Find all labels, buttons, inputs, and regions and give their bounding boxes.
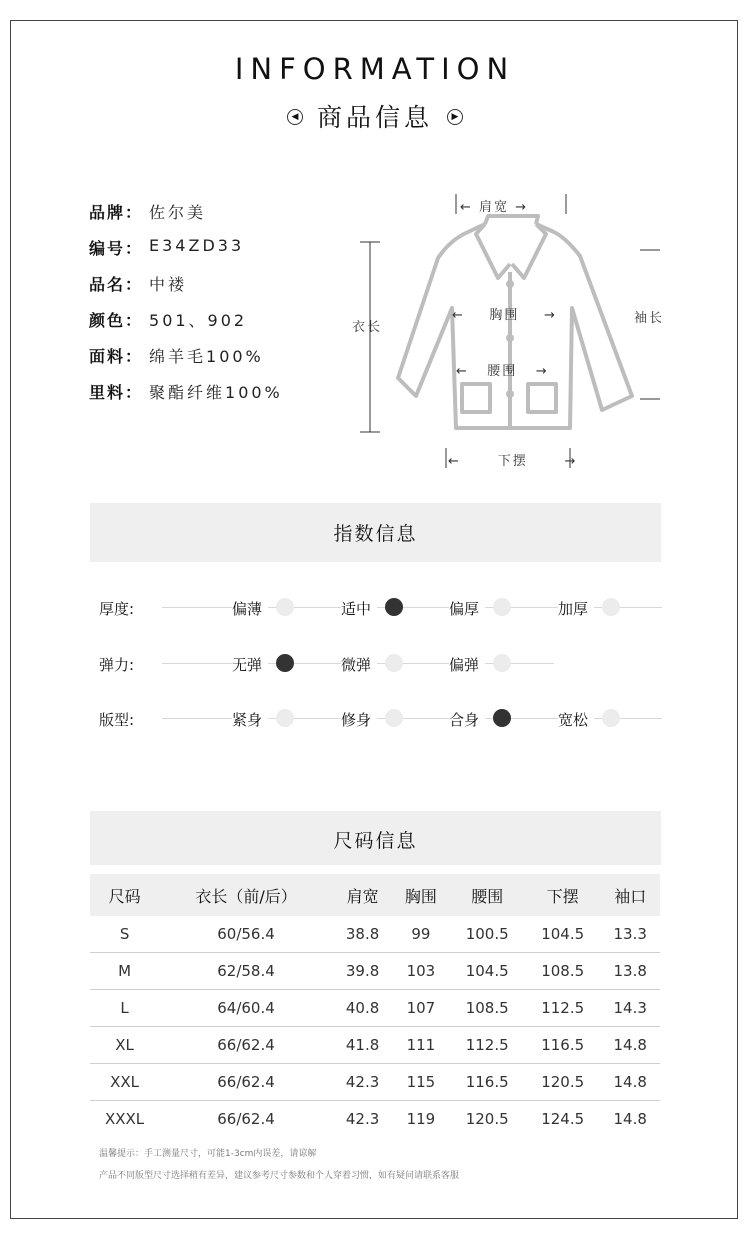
table-row xyxy=(90,1027,660,1064)
table-cell: 119 xyxy=(406,1110,436,1128)
table-cell: 107 xyxy=(392,990,449,1027)
table-cell: 41.8 xyxy=(333,1027,392,1064)
table-cell: 62/58.4 xyxy=(159,953,333,990)
scale-option: 偏弹 xyxy=(449,654,485,675)
scale-row-fit xyxy=(0,703,750,733)
info-label: 品名： xyxy=(89,275,144,294)
length-label: 衣长 xyxy=(352,320,383,335)
table-cell: 60/56.4 xyxy=(159,916,333,953)
scale-dot[interactable] xyxy=(385,654,403,672)
title-cn-text: 商品信息 xyxy=(316,103,433,132)
table-cell: 38.8 xyxy=(333,916,392,953)
table-cell: 42.3 xyxy=(345,1110,380,1128)
page-title-cn xyxy=(0,98,750,134)
table-cell: 66/62.4 xyxy=(217,1110,275,1128)
table-cell: 14.8 xyxy=(600,1027,660,1064)
scale-option: 紧身 xyxy=(232,709,268,730)
arrow-right-icon: ▶ xyxy=(447,109,463,125)
coat-outline-icon xyxy=(340,188,680,478)
table-row xyxy=(90,916,660,953)
table-cell: 39.8 xyxy=(333,953,392,990)
table-cell: 112.5 xyxy=(525,990,601,1027)
column-header: 胸围 xyxy=(392,874,449,916)
info-row-lining xyxy=(89,380,283,416)
index-section-title: 指数信息 xyxy=(90,503,661,562)
hem-label: ← 下摆 → xyxy=(448,454,578,469)
info-row-brand xyxy=(89,200,283,236)
scale-label: 厚度: xyxy=(99,600,135,618)
size-table-body xyxy=(90,916,660,1137)
table-cell: 115 xyxy=(392,1064,449,1101)
table-cell: 40.8 xyxy=(333,990,392,1027)
table-cell: 13.8 xyxy=(600,953,660,990)
table-cell: 120.5 xyxy=(525,1064,601,1101)
table-cell: 111 xyxy=(392,1027,449,1064)
info-row-code xyxy=(89,236,283,272)
scale-option: 偏厚 xyxy=(449,598,485,619)
scale-row-elasticity xyxy=(0,648,750,678)
table-cell: XXXL xyxy=(104,1110,145,1128)
scale-option: 偏薄 xyxy=(232,598,268,619)
table-cell: 120.5 xyxy=(465,1110,509,1128)
scale-option: 适中 xyxy=(341,598,377,619)
table-cell: L xyxy=(90,990,159,1027)
page-title-en: INFORMATION xyxy=(234,52,516,86)
info-value: 绵羊毛100% xyxy=(149,347,264,366)
arrow-left-icon: ◀ xyxy=(287,109,303,125)
info-row-name xyxy=(89,272,283,308)
scale-dot[interactable] xyxy=(602,709,620,727)
note-fit-advice: 产品不同版型尺寸选择稍有差异，建议参考尺寸参数和个人穿着习惯，如有疑问请联系客服 xyxy=(99,1171,460,1181)
scale-dot[interactable] xyxy=(276,709,294,727)
table-cell: S xyxy=(90,916,159,953)
table-cell: 124.5 xyxy=(541,1110,585,1128)
table-cell: 103 xyxy=(392,953,449,990)
scale-option: 加厚 xyxy=(558,598,594,619)
table-cell: 108.5 xyxy=(449,990,525,1027)
table-cell: 66/62.4 xyxy=(159,1064,333,1101)
table-row xyxy=(90,990,660,1027)
waist-label: ← 腰围 → xyxy=(456,364,549,379)
table-cell: 100.5 xyxy=(449,916,525,953)
sleeve-label: 袖长 xyxy=(634,311,665,326)
garment-diagram xyxy=(340,188,680,478)
table-cell: 116.5 xyxy=(525,1027,601,1064)
scale-option: 无弹 xyxy=(232,654,268,675)
info-row-fabric xyxy=(89,344,283,380)
table-cell: 14.8 xyxy=(600,1064,660,1101)
scale-dot[interactable] xyxy=(602,598,620,616)
scale-row-thickness xyxy=(0,592,750,622)
scale-dot-selected[interactable] xyxy=(493,709,511,727)
size-table xyxy=(90,874,660,1137)
column-header: 下摆 xyxy=(525,874,601,916)
column-header: 肩宽 xyxy=(333,874,392,916)
column-header: 尺码 xyxy=(90,874,159,916)
table-cell: M xyxy=(90,953,159,990)
scale-option: 修身 xyxy=(341,709,377,730)
table-cell: 108.5 xyxy=(525,953,601,990)
scale-option: 微弹 xyxy=(341,654,377,675)
info-row-color xyxy=(89,308,283,344)
size-table-header xyxy=(90,874,660,916)
product-info-list xyxy=(89,200,283,416)
table-row xyxy=(90,1064,660,1101)
table-cell: 104.5 xyxy=(525,916,601,953)
table-cell: 66/62.4 xyxy=(159,1027,333,1064)
info-value: 佐尔美 xyxy=(149,203,207,222)
info-label: 品牌： xyxy=(89,203,144,222)
info-label: 里料： xyxy=(89,383,144,402)
chest-label: ← 胸围 → xyxy=(452,308,557,323)
info-value: 中褛 xyxy=(149,275,188,294)
scale-dot-selected[interactable] xyxy=(276,654,294,672)
table-cell: 13.3 xyxy=(600,916,660,953)
table-cell: 104.5 xyxy=(449,953,525,990)
table-cell: 64/60.4 xyxy=(159,990,333,1027)
scale-label: 版型: xyxy=(99,711,135,729)
table-cell: 99 xyxy=(392,916,449,953)
scale-dot[interactable] xyxy=(493,654,511,672)
scale-option: 合身 xyxy=(449,709,485,730)
table-cell: 14.8 xyxy=(613,1110,647,1128)
info-label: 编号： xyxy=(89,239,144,258)
info-value: E34ZD33 xyxy=(149,236,245,255)
info-label: 颜色： xyxy=(89,311,144,330)
size-section-title: 尺码信息 xyxy=(90,811,661,865)
table-row xyxy=(90,953,660,990)
table-cell: 14.3 xyxy=(600,990,660,1027)
info-label: 面料： xyxy=(89,347,144,366)
table-cell: XL xyxy=(90,1027,159,1064)
info-value: 501、902 xyxy=(149,311,248,330)
scale-dot[interactable] xyxy=(385,709,403,727)
info-value: 聚酯纤维100% xyxy=(149,383,283,402)
scale-dot[interactable] xyxy=(493,598,511,616)
table-cell: 42.3 xyxy=(333,1064,392,1101)
note-measurement: 温馨提示：手工测量尺寸，可能1-3cm内误差，请谅解 xyxy=(99,1149,317,1159)
table-row xyxy=(90,1101,660,1138)
table-cell: 112.5 xyxy=(449,1027,525,1064)
column-header: 袖口 xyxy=(600,874,660,916)
scale-dot[interactable] xyxy=(276,598,294,616)
scale-option: 宽松 xyxy=(558,709,594,730)
shoulder-label: ← 肩宽 → xyxy=(460,200,529,215)
column-header: 衣长（前/后） xyxy=(159,874,333,916)
scale-dot-selected[interactable] xyxy=(385,598,403,616)
column-header: 腰围 xyxy=(449,874,525,916)
table-cell: 116.5 xyxy=(449,1064,525,1101)
scale-label: 弹力: xyxy=(99,656,135,674)
table-cell: XXL xyxy=(90,1064,159,1101)
